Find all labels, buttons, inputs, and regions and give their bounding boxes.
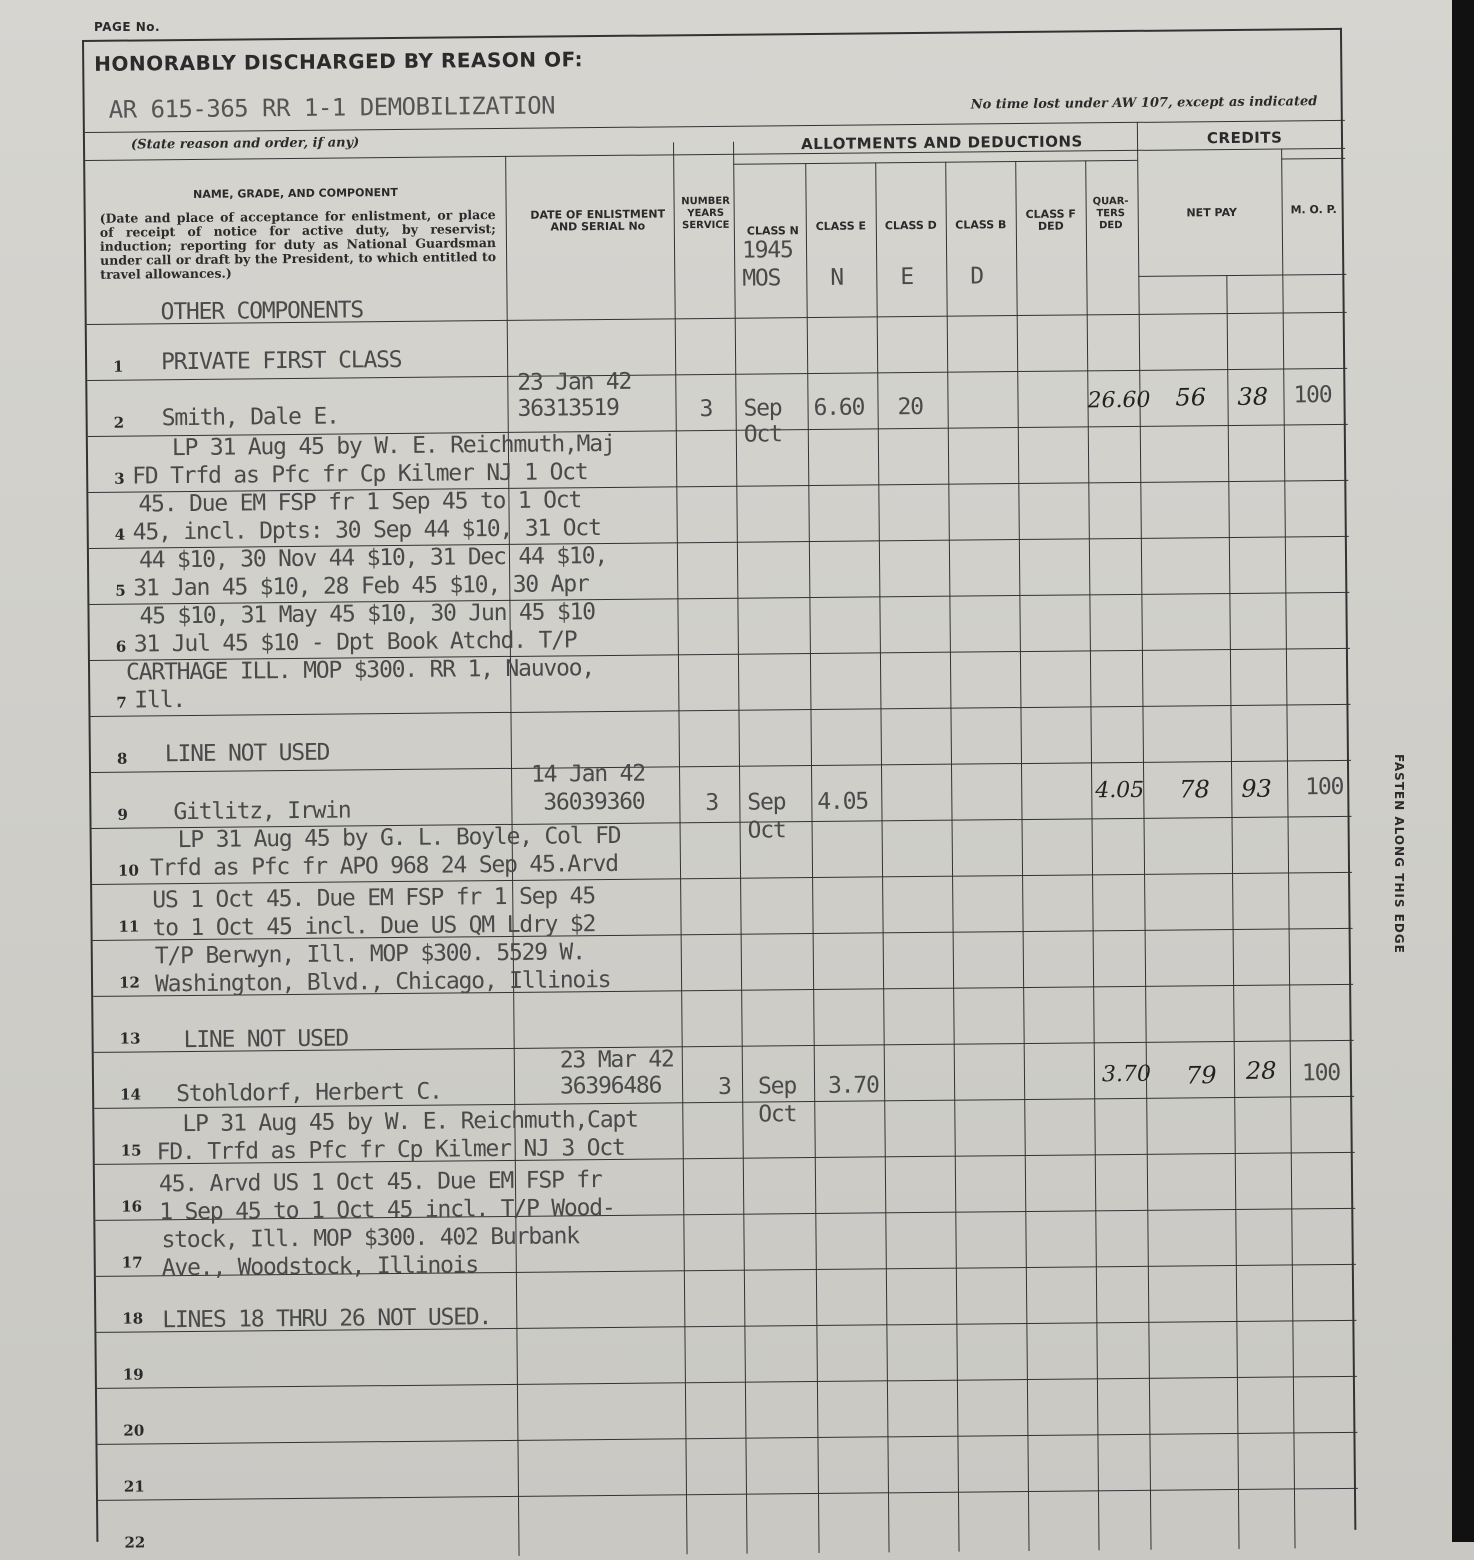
class-n-year: 1945 (741, 237, 793, 264)
stohldorf-quarters: 3.70 (1101, 1061, 1152, 1088)
state-reason-label: (State reason and order, if any) (130, 135, 360, 153)
smith-remark: CARTHAGE ILL. MOP $300. RR 1, Nauvoo, (125, 655, 595, 686)
stohldorf-net-pay-cents: 28 (1245, 1056, 1277, 1085)
line-number: 14 (120, 1085, 142, 1104)
fasten-edge-label: FASTEN ALONG THIS EDGE (1392, 754, 1406, 954)
mop-header: M. O. P. (1290, 202, 1337, 217)
stohldorf-name: Stohldorf, Herbert C. (175, 1078, 442, 1108)
gitlitz-net-pay-dollars: 78 (1179, 775, 1210, 804)
stohldorf-remark: FD. Trfd as Pfc fr Cp Kilmer NJ 3 Oct (156, 1134, 625, 1166)
smith-net-pay-dollars: 56 (1175, 383, 1207, 412)
line-number: 3 (114, 469, 125, 488)
gitlitz-remark: LP 31 Aug 45 by G. L. Boyle, Col FD (177, 822, 621, 854)
years-column-header: NUMBER YEARS SERVICE (681, 195, 730, 232)
class-f-header: CLASS F DED (1025, 207, 1076, 233)
gitlitz-mos-2: Oct (747, 817, 786, 844)
stohldorf-remark: 1 Sep 45 to 1 Oct 45 incl. T/P Wood- (159, 1194, 615, 1226)
form-title: HONORABLY DISCHARGED BY REASON OF: (94, 47, 584, 76)
stohldorf-mos-2: Oct (758, 1101, 797, 1128)
line-number: 13 (119, 1029, 141, 1048)
smith-remark: 45. Due EM FSP fr 1 Sep 45 to 1 Oct (138, 487, 582, 518)
gitlitz-mop: 100 (1305, 773, 1344, 801)
smith-remark: 31 Jul 45 $10 - Dpt Book Atchd. T/P (133, 627, 577, 658)
line-number: 6 (115, 637, 127, 656)
grade-heading: PRIVATE FIRST CLASS (160, 346, 402, 376)
line-number: 8 (116, 749, 128, 768)
allotments-header: ALLOTMENTS AND DEDUCTIONS (800, 132, 1083, 154)
smith-enlist-date: 23 Jan 42 (517, 368, 632, 396)
line-number: 18 (122, 1309, 144, 1328)
line-number: 10 (117, 861, 139, 880)
smith-quarters: 26.60 (1087, 387, 1151, 414)
stohldorf-mos-1: Sep (757, 1073, 797, 1100)
smith-class-d: 20 (897, 393, 923, 421)
stohldorf-remark: Ave., Woodstock, Illinois (161, 1252, 479, 1282)
stohldorf-remark: LP 31 Aug 45 by W. E. Reichmuth,Capt (182, 1106, 638, 1138)
gitlitz-name: Gitlitz, Irwin (173, 797, 351, 826)
line-13-not-used: LINE NOT USED (183, 1025, 349, 1054)
gitlitz-quarters: 4.05 (1095, 777, 1145, 804)
name-column-header: NAME, GRADE, AND COMPONENT (193, 185, 398, 201)
class-d-header: CLASS D (884, 218, 937, 233)
smith-remark: Ill. (134, 687, 186, 714)
line-number: 15 (120, 1141, 142, 1160)
smith-name: Smith, Dale E. (161, 403, 339, 432)
line-number: 22 (124, 1533, 146, 1552)
line-8-not-used: LINE NOT USED (164, 739, 330, 768)
stohldorf-serial: 36396486 (559, 1072, 662, 1100)
gitlitz-years: 3 (705, 789, 719, 817)
smith-mop: 100 (1293, 382, 1332, 409)
line-number: 20 (123, 1421, 145, 1440)
class-e-header: CLASS E (815, 219, 867, 233)
no-time-lost-note: No time lost under AW 107, except as indicated (970, 94, 1318, 113)
line-number: 9 (117, 805, 128, 824)
line-number: 19 (122, 1365, 144, 1384)
line-number: 4 (114, 525, 126, 544)
smith-remark: 45 $10, 31 May 45 $10, 30 Jun 45 $10 (139, 599, 595, 630)
stohldorf-remark: 45. Arvd US 1 Oct 45. Due EM FSP fr (158, 1167, 602, 1198)
line-number: 12 (118, 973, 141, 992)
smith-mos-1: Sep (743, 395, 782, 422)
line-number: 5 (115, 581, 126, 600)
gitlitz-remark: Trfd as Pfc fr APO 968 24 Sep 45.Arvd (149, 850, 619, 882)
line-number: 1 (113, 357, 124, 376)
gitlitz-class-e: 4.05 (817, 788, 869, 815)
line-number: 7 (116, 693, 127, 712)
credits-header: CREDITS (1206, 128, 1283, 148)
stohldorf-years: 3 (717, 1073, 731, 1100)
gitlitz-remark: to 1 Oct 45 incl. Due US QM Ldry $2 (152, 911, 596, 942)
line-number: 17 (121, 1253, 143, 1272)
class-b-code: D (970, 263, 984, 290)
scan-edge (1452, 0, 1474, 1542)
discharge-reason: AR 615-365 RR 1-1 DEMOBILIZATION (108, 91, 556, 124)
stohldorf-mop: 100 (1301, 1059, 1341, 1087)
smith-serial: 36313519 (517, 394, 619, 422)
line-number: 21 (123, 1477, 145, 1496)
smith-years: 3 (699, 395, 713, 423)
gitlitz-remark: US 1 Oct 45. Due EM FSP fr 1 Sep 45 (152, 883, 596, 914)
class-n-mos: MOS (742, 265, 781, 292)
lines-18-26-not-used: LINES 18 THRU 26 NOT USED. (162, 1304, 492, 1334)
stohldorf-remark: stock, Ill. MOP $300. 402 Burbank (161, 1223, 579, 1254)
gitlitz-net-pay-cents: 93 (1241, 774, 1272, 803)
line-number: 2 (113, 413, 125, 432)
smith-remark: 45, incl. Dpts: 30 Sep 44 $10, 31 Oct (132, 515, 601, 546)
page-number-label: PAGE No. (94, 20, 161, 34)
smith-mos-2: Oct (743, 421, 782, 448)
line-number: 16 (121, 1197, 143, 1216)
smith-remark: LP 31 Aug 45 by W. E. Reichmuth,Maj (171, 430, 615, 462)
net-pay-header: NET PAY (1186, 205, 1238, 220)
stohldorf-net-pay-dollars: 79 (1185, 1061, 1217, 1090)
class-n-header: CLASS N (746, 224, 799, 238)
smith-net-pay-cents: 38 (1237, 382, 1269, 411)
gitlitz-remark: T/P Berwyn, Ill. MOP $300. 5529 W. (154, 939, 585, 970)
quarters-header: QUAR-TERS DED (1092, 195, 1129, 232)
stohldorf-class-e: 3.70 (827, 1072, 879, 1099)
enlistment-column-header: DATE OF ENLISTMENT AND SERIAL No (530, 207, 666, 234)
class-b-header: CLASS B (955, 218, 1007, 232)
smith-remark: 31 Jan 45 $10, 28 Feb 45 $10, 30 Apr (133, 571, 589, 602)
gitlitz-enlist-date: 14 Jan 42 (530, 760, 646, 788)
line-number: 11 (118, 917, 140, 936)
name-column-note: (Date and place of acceptance for enlistment, or place of receipt of notice for active duty, by reservist; induction; reporting for duty as National Guardsman under call or draft by the President, to which entitled to travel allowances.) (99, 207, 497, 282)
class-d-code: E (900, 264, 914, 291)
smith-remark: FD Trfd as Pfc fr Cp Kilmer NJ 1 Oct (132, 459, 588, 490)
smith-remark: 44 $10, 30 Nov 44 $10, 31 Dec 44 $10, (138, 542, 608, 574)
class-e-code: N (830, 264, 844, 291)
gitlitz-remark: Washington, Blvd., Chicago, Illinois (154, 966, 611, 998)
other-components: OTHER COMPONENTS (160, 297, 364, 326)
smith-class-e: 6.60 (813, 394, 865, 421)
discharge-roster-form (82, 28, 1356, 1552)
gitlitz-mos-1: Sep (747, 789, 786, 816)
gitlitz-serial: 36039360 (543, 788, 645, 816)
stohldorf-enlist-date: 23 Mar 42 (559, 1046, 674, 1074)
